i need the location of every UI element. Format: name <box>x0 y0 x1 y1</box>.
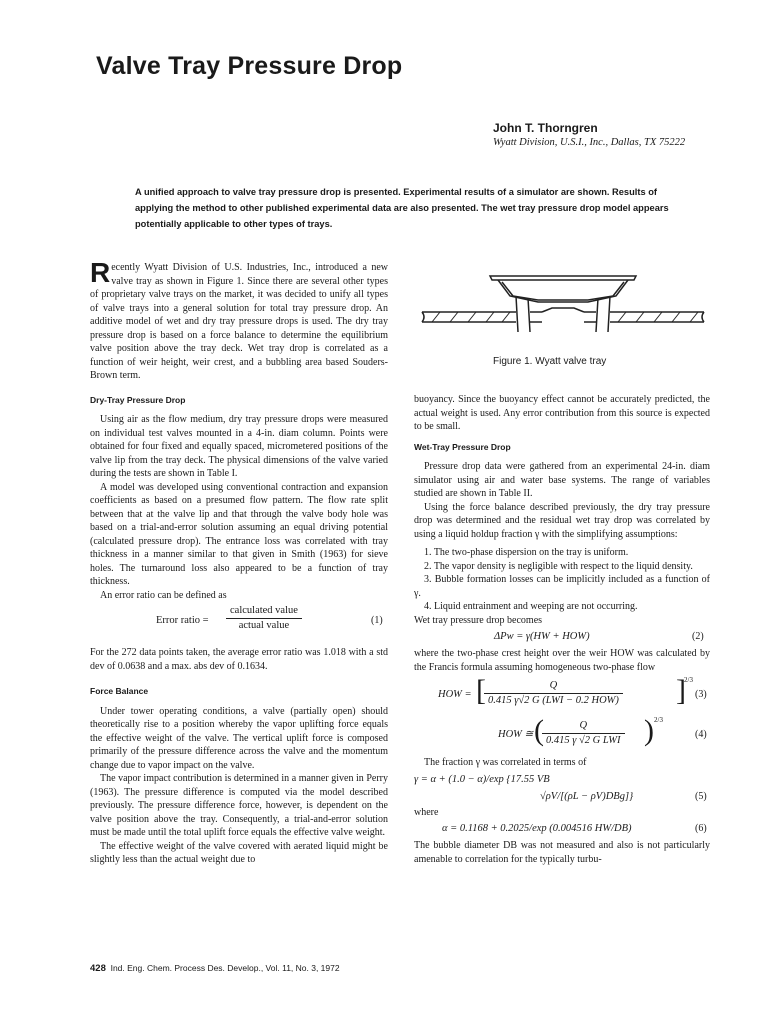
paragraph: Under tower operating conditions, a valve (partially open) should theoretically rise to a position whereby the vapor uplifting force equals the effective weight of the valve. The vertical uplift force is composed primarily of the pressure difference across the valve and the momentum change due to vapor impact on the valve. <box>90 705 388 771</box>
equation-2: ΔPw = γ(HW + HOW) (2) <box>494 631 704 642</box>
equation-4: HOW ≅ ( Q 0.415 γ √2 G LWI ) 2/3 (4) <box>498 714 707 747</box>
paragraph: An error ratio can be defined as <box>100 589 227 601</box>
page-footer <box>90 963 340 974</box>
paragraph: The fraction γ was correlated in terms of <box>424 757 587 768</box>
paragraph: Using the force balance described previously, the dry tray pressure drop was determined and the residual wet tray drop was correlated by using a liquid holdup fraction γ with the simplifying assumptions: <box>414 501 710 540</box>
author-affiliation: Wyatt Division, U.S.I., Inc., Dallas, TX 75222 <box>493 137 686 148</box>
paper-title: Valve Tray Pressure Drop <box>96 52 403 80</box>
section-heading-force-balance: Force Balance <box>90 686 149 696</box>
equation-5: γ = α + (1.0 − α)/exp {17.55 VB √ρV/[(ρL − ρV)DBg]} (5) <box>414 773 707 802</box>
paragraph: where the two-phase crest height over the weir HOW was calculated by the Francis formula assuming homogeneous two-phase flow <box>414 648 710 673</box>
section-heading-dry-tray: Dry-Tray Pressure Drop <box>90 394 186 405</box>
equation-3: HOW = [ Q 0.415 γ√2 G (LWI − 0.2 HOW) ] 2/3 (3) <box>438 674 707 707</box>
author-name: John T. Thorngren <box>493 121 598 135</box>
right-column <box>414 393 710 866</box>
figure-caption: Figure 1. Wyatt valve tray <box>493 356 607 367</box>
abstract: A unified approach to valve tray pressure drop is presented. Experimental results of a simulator are shown. Results of applying the method to other published experimental data are also presented. The wet tray pressure drop model appears potentially applicable to other types of trays. <box>135 187 669 229</box>
paragraph: Wet tray pressure drop becomes <box>414 614 543 626</box>
paragraph: The bubble diameter DB was not measured and also is not particularly amenable to correlation for the typically turbu- <box>414 840 710 865</box>
journal-citation: Ind. Eng. Chem. Process Des. Develop., Vol. 11, No. 3, 1972 <box>110 963 340 973</box>
paragraph: The vapor impact contribution is determined in a manner given in Perry (1963). The pressure difference is computed via the model described previously. The pressure difference force, however, is dependent on the valve position above the tray. Consequently, a trial-and-error solution must be made until the total uplift force equals the effective valve weight. <box>90 773 388 838</box>
drop-cap: R <box>90 257 111 288</box>
section-heading-wet-tray: Wet-Tray Pressure Drop <box>414 441 511 452</box>
equation-6: α = 0.1168 + 0.2025/exp (0.004516 HW/DB) (6) <box>442 823 707 834</box>
equation-1: Error ratio = calculated value actual value (1) <box>156 605 383 631</box>
paragraph: buoyancy. Since the buoyancy effect cannot be accurately predicted, the actual weight is used. Any error contribution from this source is expected to be small. <box>414 394 710 432</box>
assumptions-list <box>414 546 710 614</box>
left-column <box>90 257 388 867</box>
paragraph: For the 272 data points taken, the average error ratio was 1.018 with a std dev of 0.0638 and a max. abs dev of 0.1634. <box>90 647 388 672</box>
page-number: 428 <box>90 963 106 974</box>
intro-paragraph: Recently Wyatt Division of U.S. Industries, Inc., introduced a new valve tray as shown in Figure 1. Since there are several other types of proprietary valve trays on the market, it was decided to unify all types of valve trays into a general solution for total tray pressure drop. An additive model of wet and dry tray pressure drops is used. The dry tray pressure drop is based on a force balance to determine the equilibrium valve position above the tray deck. Wet tray drop is correlated as a function of weir height, weir crest, and a bubbling area based Souders-Brown term. <box>90 257 388 381</box>
paragraph: where <box>414 806 439 818</box>
paragraph: A model was developed using conventional contraction and expansion coefficients as based on a presumed flow pattern. The flow rate split between that at the valve lip and that through the valve body hole was based on a trial-and-error solution assuming an equal driving potential (calculated pressure drop). The entrance loss was correlated with tray thickness in a manner similar to that given in Smith (1963) for sieve holes. The turnaround loss also appeared to be a function of tray thickness. <box>90 481 388 587</box>
paragraph: Using air as the flow medium, dry tray pressure drops were measured on individual test valves mounted in a 4-in. diam column. Points were obtained for four fixed and equally spaced, micrometered positions of the valve lip from the tray deck. The physical dimensions of the valve varied during the tests are shown in Table I. <box>90 414 388 479</box>
list-item: 3. Bubble formation losses can be implicitly included as a function of γ. <box>414 574 710 599</box>
list-item: 1. The two-phase dispersion on the tray is uniform. <box>424 547 629 558</box>
list-item: 4. Liquid entrainment and weeping are not occurring. <box>424 601 638 612</box>
list-item: 2. The vapor density is negligible with respect to the liquid density. <box>424 560 693 572</box>
valve-tray-figure <box>418 266 710 344</box>
paragraph: Pressure drop data were gathered from an experimental 24-in. diam simulator using air and water base systems. The range of variables studied are shown in Table II. <box>414 461 710 499</box>
paragraph: The effective weight of the valve covered with aerated liquid might be slightly less than the actual weight due to <box>90 840 388 865</box>
